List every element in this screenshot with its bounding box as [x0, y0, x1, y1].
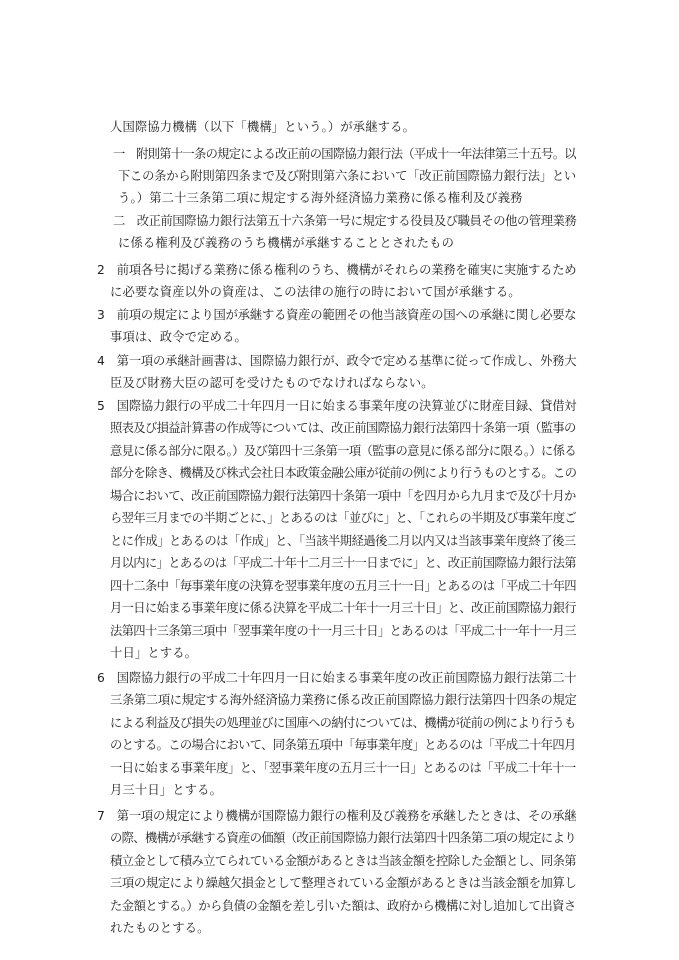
text-line: 事項は、政令で定める。 — [110, 330, 247, 344]
text-line: 月以内に」とあるのは「平成二十年十二月三十一日までに」と、改正前国際協力銀行法第 — [110, 556, 576, 570]
text-line: 照表及び損益計算書の作成等については、改正前国際協力銀行法第四十条第一項（監事の — [110, 421, 576, 435]
text-line: 意見に係る部分に限る。）及び第四十三条第一項（監事の意見に係る部分に限る。）に係る — [110, 444, 577, 458]
text-line: 一 附則第十一条の規定による改正前の国際協力銀行法（平成十一年法律第三十五号。以 — [113, 147, 576, 161]
text-line: 三条第二項に規定する海外経済協力業務に係る改正前国際協力銀行法第四十四条の規定 — [110, 693, 577, 707]
text-line: 6 国際協力銀行の平成二十年四月一日に始まる事業年度の改正前国際協力銀行法第二十 — [97, 671, 577, 685]
text-line: 十日」とする。 — [110, 646, 198, 660]
text-line: 下この条から附則第四条まで及び附則第六条において「改正前国際協力銀行法」とい — [118, 169, 576, 183]
text-line: のとする。この場合において、同条第五項中「毎事業年度」とあるのは「平成二十年四月 — [110, 738, 576, 752]
text-line: 人国際協力機構（以下「機構」という。）が承継する。 — [110, 120, 416, 134]
text-line: た金額とする。）から負債の金額を差し引いた額は、政府から機構に対し追加して出資さ — [110, 899, 576, 913]
text-line: 三項の規定により繰越欠損金として整理されている金額があるときは当該金額を加算し — [110, 876, 577, 890]
text-line: 5 国際協力銀行の平成二十年四月一日に始まる事業年度の決算並びに財産目録、貸借対 — [97, 399, 577, 413]
text-line: 3 前項の規定により国が承継する資産の範囲その他当該資産の国への承継に関し必要な — [97, 308, 577, 322]
text-line: の際、機構が承継する資産の価額（改正前国際協力銀行法第四十四条第二項の規定により — [110, 831, 576, 845]
text-line: れたものとする。 — [110, 921, 210, 935]
text-line: 月一日に始まる事業年度に係る決算を平成二十年十一月三十日」と、改正前国際協力銀行 — [110, 601, 576, 615]
text-line: に必要な資産以外の資産は、この法律の施行の時において国が承継する。 — [110, 285, 521, 299]
text-line: 積立金として積み立てられている金額があるときは当該金額を控除した金額とし、同条第 — [110, 854, 576, 868]
text-line: 2 前項各号に掲げる業務に係る権利のうち、機構がそれらの業務を確実に実施するため — [97, 263, 577, 277]
text-line: う。）第二十三条第二項に規定する海外経済協力業務に係る権利及び義務 — [118, 191, 523, 205]
text-line: 臣及び財務大臣の認可を受けたものでなければならない。 — [110, 376, 434, 390]
text-line: 一日に始まる事業年度」と、「翌事業年度の五月三十一日」とあるのは「平成二十年十一 — [110, 761, 576, 775]
text-line: 部分を除き、機構及び株式会社日本政策金融公庫が従前の例により行うものとする。この — [110, 466, 577, 480]
text-line: 7 第一項の規定により機構が国際協力銀行の権利及び義務を承継したときは、その承継 — [97, 809, 577, 823]
text-line: 法第四十三条第三項中「翌事業年度の十一月三十日」とあるのは「平成二十一年十一月三 — [110, 624, 576, 638]
text-line: 4 第一項の承継計画書は、国際協力銀行が、政令で定める基準に従って作成し、外務大 — [97, 354, 577, 368]
text-line: 四十二条中「毎事業年度の決算を翌事業年度の五月三十一日」とあるのは「平成二十年四 — [110, 579, 576, 593]
text-line: 二 改正前国際協力銀行法第五十六条第一号に規定する役員及び職員その他の管理業務 — [113, 214, 577, 228]
text-line: に係る権利及び義務のうち機構が承継することとされたもの — [118, 236, 455, 250]
text-line: ら翌年三月までの半期ごとに、」とあるのは「並びに」と、「これらの半期及び事業年度ご — [110, 511, 577, 525]
text-line: 月三十日」とする。 — [110, 783, 223, 797]
text-line: 場合において、改正前国際協力銀行法第四十条第一項中「を四月から九月まで及び十月か — [110, 489, 576, 503]
text-line: とに作成」とあるのは「作成」と、「当該半期経過後二月以内又は当該事業年度終了後三 — [110, 534, 576, 548]
text-line: による利益及び損失の処理並びに国庫への納付については、機構が従前の例により行うも — [110, 716, 576, 730]
